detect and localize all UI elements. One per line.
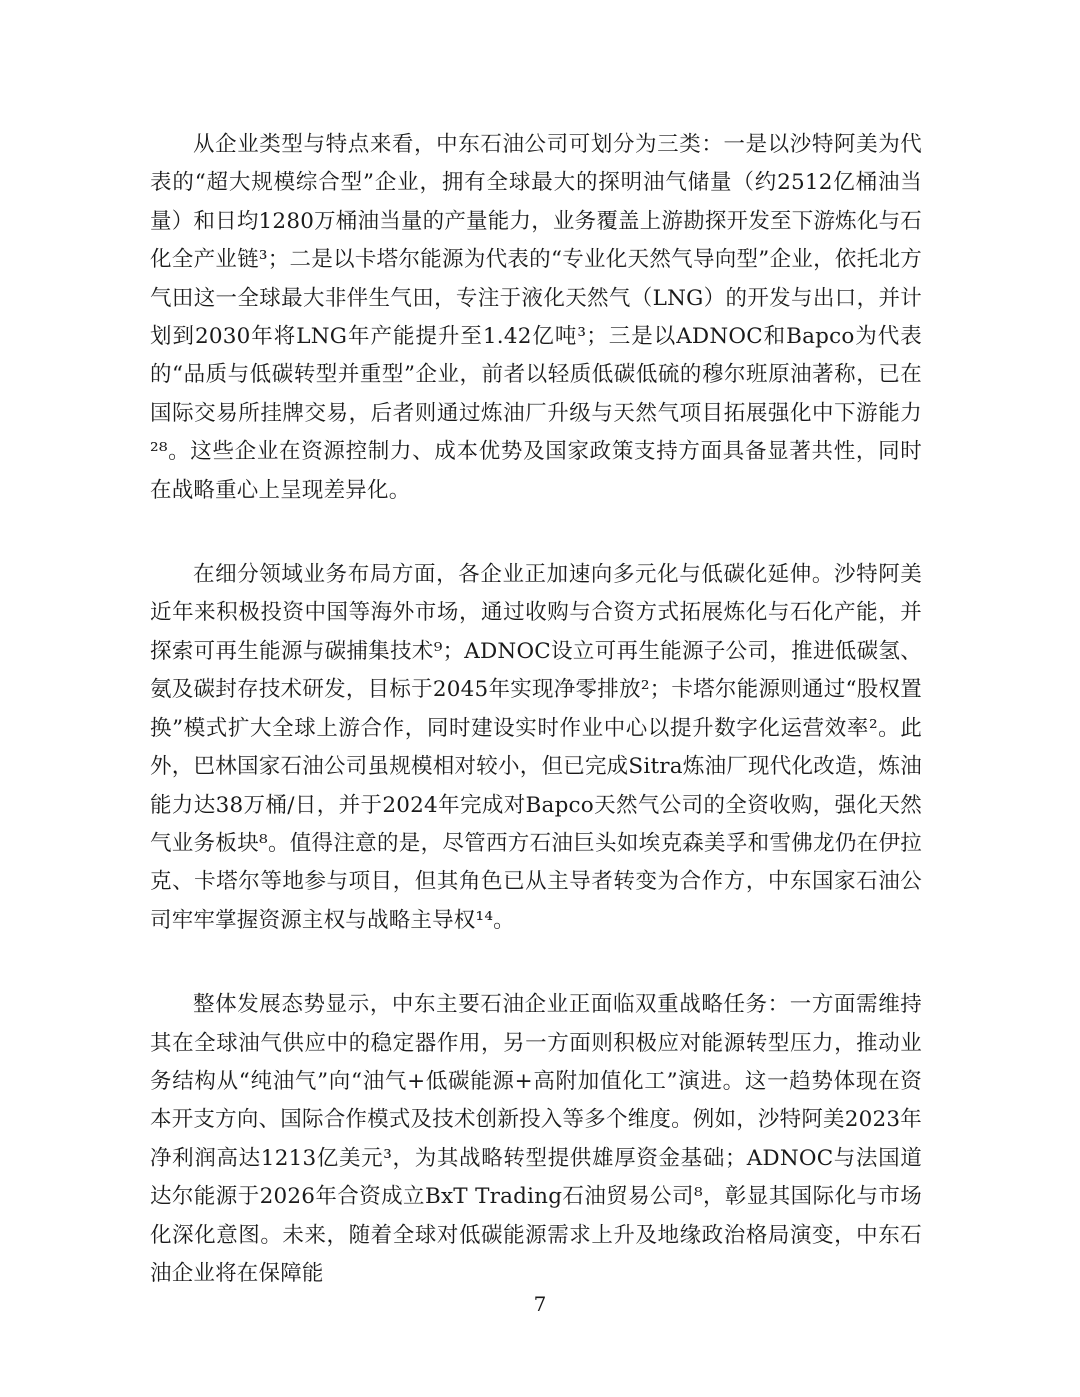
paragraph-business-layout: 在细分领域业务布局方面，各企业正加速向多元化与低碳化延伸。沙特阿美近年来积极投资中国等海外市场，通过收购与合资方式拓展炼化与石化产能，并探索可再生能源与碳捕集技术⁹；ADNOC设立可再生能源子公司，推进低碳氢、氨及碳封存技术研发，目标于2045年实现净零排放²；卡塔尔能源则通过“股权置换”模式扩大全球上游合作，同时建设实时作业中心以提升数字化运营效率²。此外，巴林国家石油公司虽规模相对较小，但已完成Sitra炼油厂现代化改造，炼油能力达38万桶/日，并于2024年完成对Bapco天然气公司的全资收购，强化天然气业务板块⁸。值得注意的是，尽管西方石油巨头如埃克森美孚和雪佛龙仍在伊拉克、卡塔尔等地参与项目，但其角色已从主导者转变为合作方，中东国家石油公司牢牢掌握资源主权与战略主导权¹⁴。	[150, 562, 922, 933]
paragraph-development-trend: 整体发展态势显示，中东主要石油企业正面临双重战略任务：一方面需维持其在全球油气供应中的稳定器作用，另一方面则积极应对能源转型压力，推动业务结构从“纯油气”向“油气+低碳能源+高附加值化工”演进。这一趋势体现在资本开支方向、国际合作模式及技术创新投入等多个维度。例如，沙特阿美2023年净利润高达1213亿美元³，为其战略转型提供雄厚资金基础；ADNOC与法国道达尔能源于2026年合资成立BxT Trading石油贸易公司⁸，彰显其国际化与市场化深化意图。未来，随着全球对低碳能源需求上升及地缘政治格局演变，中东石油企业将在保障能	[150, 992, 922, 1286]
body-text	[150, 126, 922, 1293]
page-number: 7	[533, 1292, 547, 1316]
paragraph-company-types: 从企业类型与特点来看，中东石油公司可划分为三类：一是以沙特阿美为代表的“超大规模综合型”企业，拥有全球最大的探明油气储量（约2512亿桶油当量）和日均1280万桶油当量的产量能力，业务覆盖上游勘探开发至下游炼化与石化全产业链³；二是以卡塔尔能源为代表的“专业化天然气导向型”企业，依托北方气田这一全球最大非伴生气田，专注于液化天然气（LNG）的开发与出口，并计划到2030年将LNG年产能提升至1.42亿吨³；三是以ADNOC和Bapco为代表的“品质与低碳转型并重型”企业，前者以轻质低碳低硫的穆尔班原油著称，已在国际交易所挂牌交易，后者则通过炼油厂升级与天然气项目拓展强化中下游能力²⁸。这些企业在资源控制力、成本优势及国家政策支持方面具备显著共性，同时在战略重心上呈现差异化。	[150, 132, 922, 503]
